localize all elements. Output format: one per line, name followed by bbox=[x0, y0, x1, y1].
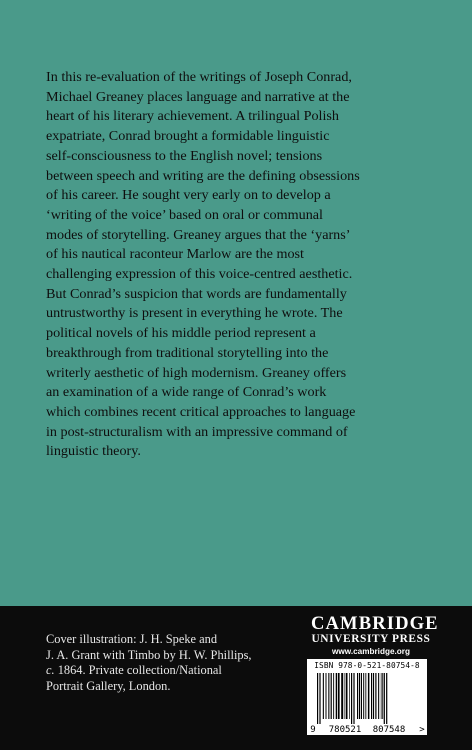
barcode-bar bbox=[323, 673, 324, 719]
blurb-line: challenging expression of this voice-centred aesthetic. bbox=[46, 266, 353, 283]
blurb-line: But Conrad’s suspicion that words are fundamentally bbox=[46, 285, 347, 302]
barcode-bar bbox=[357, 673, 358, 719]
bottom-band bbox=[0, 606, 472, 750]
barcode-bar bbox=[333, 673, 334, 719]
cover-illustration-credit bbox=[46, 632, 276, 694]
barcode-guard-bar bbox=[386, 673, 387, 724]
barcode-bar bbox=[344, 673, 345, 719]
barcode-guard-bar bbox=[319, 673, 320, 724]
publisher-subtitle: UNIVERSITY PRESS bbox=[311, 633, 431, 645]
blurb-line: untrustworthy is present in everything he wrote. The bbox=[46, 305, 343, 322]
publisher-url: www.cambridge.org bbox=[332, 647, 410, 656]
blurb-line: breakthrough from traditional storytelling into the bbox=[46, 344, 329, 361]
barcode-bar bbox=[341, 673, 343, 719]
barcode-bar bbox=[349, 673, 350, 719]
barcode-left-digits: 780521 bbox=[328, 725, 362, 735]
barcode-lead-digit: 9 bbox=[310, 725, 316, 735]
barcode-addon-marker: > bbox=[419, 725, 425, 735]
blurb-line: expatriate, Conrad brought a formidable linguistic bbox=[46, 128, 330, 145]
barcode-bar bbox=[336, 673, 338, 719]
credit-line bbox=[46, 663, 276, 679]
barcode-guard-bar bbox=[353, 673, 354, 724]
blurb-line: of his nautical raconteur Marlow are the most bbox=[46, 246, 304, 263]
blurb-line: an examination of a wide range of Conrad’s work bbox=[46, 384, 327, 401]
barcode-bar bbox=[359, 673, 360, 719]
barcode-bar bbox=[331, 673, 332, 719]
blurb-line: modes of storytelling. Greaney argues that the ‘yarns’ bbox=[46, 226, 351, 243]
barcode-bar bbox=[378, 673, 379, 719]
barcode-bar bbox=[382, 673, 383, 719]
blurb-line: In this re-evaluation of the writings of Joseph Conrad, bbox=[46, 69, 352, 85]
barcode-bar bbox=[361, 673, 362, 719]
publisher-name: CAMBRIDGE bbox=[311, 613, 439, 634]
blurb-line: between speech and writing are the defining obsessions bbox=[46, 167, 360, 184]
blurb-line: Michael Greaney places language and narrative at the bbox=[46, 88, 350, 105]
credit-line: J. A. Grant with Timbo by H. W. Phillips, bbox=[46, 647, 252, 662]
barcode-bar bbox=[375, 673, 376, 719]
barcode-bar bbox=[328, 673, 329, 719]
barcode-guard-bar bbox=[317, 673, 318, 724]
blurb-line: heart of his literary achievement. A trilingual Polish bbox=[46, 108, 339, 125]
barcode-bar bbox=[338, 673, 340, 719]
blurb-line: which combines recent critical approaches to language bbox=[46, 403, 356, 420]
credit-line-rest: 1864. Private collection/National bbox=[54, 663, 222, 678]
barcode-guard-bar bbox=[351, 673, 352, 724]
barcode-bar bbox=[381, 673, 382, 719]
barcode-bar bbox=[346, 673, 348, 719]
blurb-line: writerly aesthetic of high modernism. Greaney offers bbox=[46, 364, 347, 381]
barcode-bar bbox=[326, 673, 327, 719]
book-description bbox=[46, 68, 438, 462]
blurb-line: of his career. He sought very early on to develop a bbox=[46, 187, 331, 204]
blurb-line: political novels of his middle period represent a bbox=[46, 325, 316, 342]
blurb-line: in post-structuralism with an impressive command of bbox=[46, 423, 348, 440]
barcode-bars bbox=[307, 659, 427, 735]
barcode-guard-bar bbox=[384, 673, 385, 724]
credit-line: Cover illustration: J. H. Speke and bbox=[46, 632, 218, 646]
barcode-bar bbox=[368, 673, 370, 719]
barcode-bar bbox=[373, 673, 374, 719]
isbn-label: ISBN 978-0-521-80754-8 bbox=[314, 661, 420, 670]
isbn-barcode bbox=[307, 659, 427, 735]
credit-line: Portrait Gallery, London. bbox=[46, 678, 171, 693]
circa-abbrev: c. bbox=[46, 663, 55, 678]
blurb-line: linguistic theory. bbox=[46, 443, 141, 460]
blurb-line: self-consciousness to the English novel; tensions bbox=[46, 147, 323, 164]
barcode-right-digits: 807548 bbox=[372, 725, 406, 735]
barcode-bar bbox=[330, 673, 331, 719]
publisher-logo bbox=[311, 613, 439, 657]
barcode-bar bbox=[363, 673, 364, 719]
blurb-line: ‘writing of the voice’ based on oral or communal bbox=[46, 206, 323, 223]
barcode-bar bbox=[371, 673, 372, 719]
barcode-bar bbox=[365, 673, 366, 719]
